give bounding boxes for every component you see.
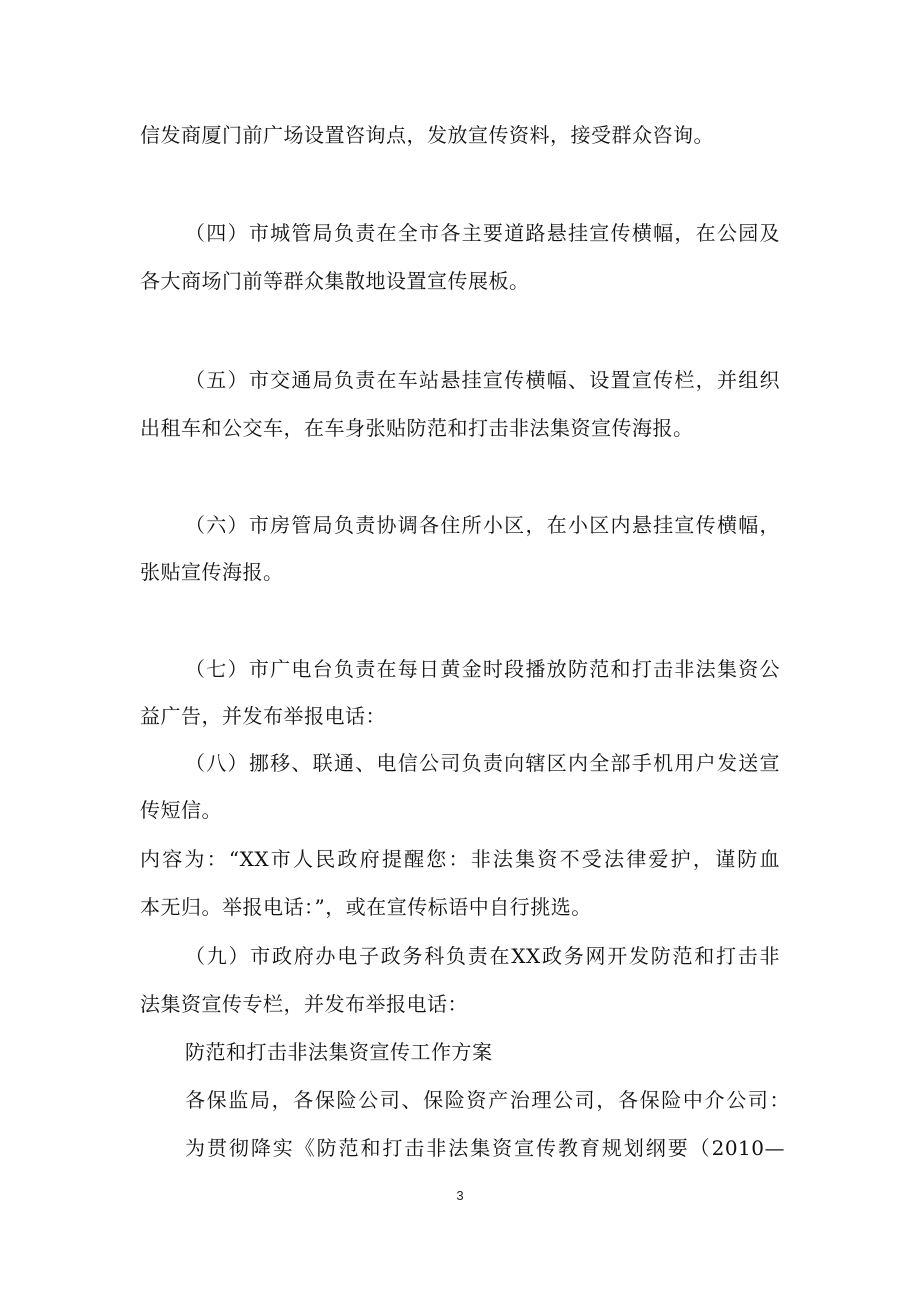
salutation-line: 各保监局，各保险公司、保险资产治理公司，各保险中介公司： — [185, 1088, 790, 1112]
paragraph-line: 内容为：“XX市人民政府提醒您：非法集资不受法律爱护，谨防血 — [140, 847, 780, 871]
paragraph-line: 法集资宣传专栏，并发布举报电话： — [140, 992, 468, 1016]
paragraph-line: 为贯彻降实《防范和打击非法集资宣传教育规划纲要（2010— — [185, 1136, 785, 1160]
page-number: 3 — [456, 1188, 464, 1203]
paragraph-line: 出租车和公交车，在车身张贴防范和打击非法集资宣传海报。 — [140, 416, 694, 440]
paragraph-line: （六）市房管局负责协调各住所小区，在小区内悬挂宣传横幅， — [185, 513, 780, 537]
paragraph-line: 本无归。举报电话：”，或在宣传标语中自行挑选。 — [140, 895, 592, 919]
paragraph-line: 各大商场门前等群众集散地设置宣传展板。 — [140, 269, 530, 293]
paragraph-line: 信发商厦门前广场设置咨询点，发放宣传资料，接受群众咨询。 — [140, 123, 714, 147]
paragraph-line: 张贴宣传海报。 — [140, 560, 284, 584]
document-heading: 防范和打击非法集资宣传工作方案 — [185, 1040, 493, 1064]
paragraph-line: （五）市交通局负责在车站悬挂宣传横幅、设置宣传栏，并组织 — [185, 368, 780, 392]
paragraph-line: （九）市政府办电子政务科负责在XX政务网开发防范和打击非 — [185, 944, 780, 968]
paragraph-line: 传短信。 — [140, 798, 222, 822]
paragraph-line: （八）挪移、联通、电信公司负责向辖区内全部手机用户发送宣 — [185, 751, 780, 775]
paragraph-line: 益广告，并发布举报电话： — [140, 704, 386, 728]
paragraph-line: （四）市城管局负责在全市各主要道路悬挂宣传横幅，在公园及 — [185, 221, 780, 245]
paragraph-line: （七）市广电台负责在每日黄金时段播放防范和打击非法集资公 — [185, 657, 780, 681]
